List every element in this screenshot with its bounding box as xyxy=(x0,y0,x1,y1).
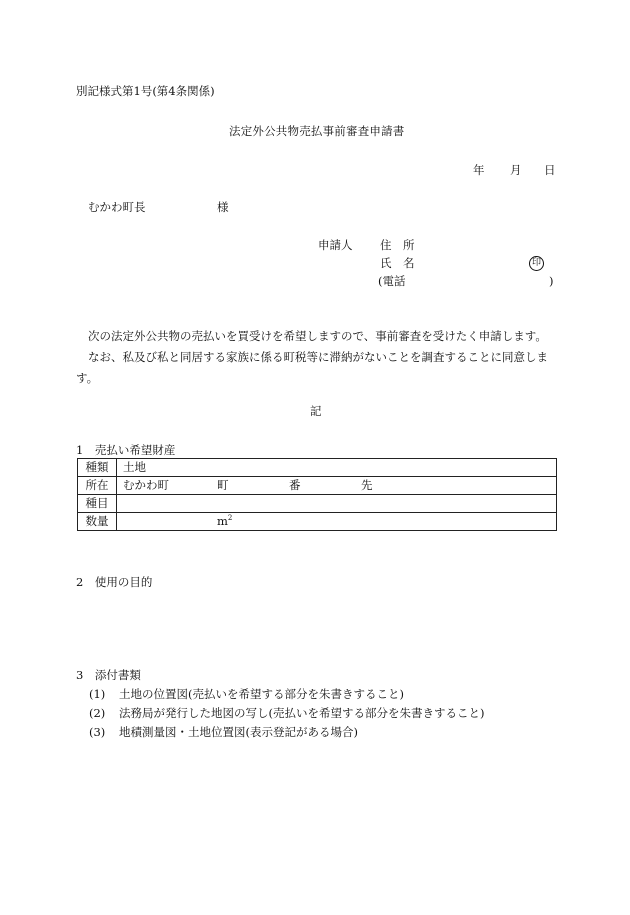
section-3-heading: 3 添付書類 xyxy=(76,668,141,682)
item-text: 法務局が発行した地図の写し(売払いを希望する部分を朱書きすること) xyxy=(119,706,485,720)
body-text xyxy=(76,326,558,389)
area-unit-superscript: 2 xyxy=(227,514,233,523)
body-paragraph-2: なお、私及び私と同居する家族に係る町税等に滞納がないことを調査することに同意します。 xyxy=(76,350,548,385)
table-row xyxy=(78,477,557,495)
row-label: 数量 xyxy=(78,513,117,531)
area-unit: m xyxy=(217,514,228,528)
date-day: 日 xyxy=(544,163,556,177)
section-1-heading: 1 売払い希望財産 xyxy=(76,443,176,457)
row-label: 種類 xyxy=(78,459,117,477)
seal-mark: 印 xyxy=(529,256,544,271)
location-saki: 先 xyxy=(361,478,373,492)
property-table xyxy=(77,458,557,531)
location-ban: 番 xyxy=(289,478,301,492)
applicant-label: 申請人 xyxy=(318,238,353,252)
table-row xyxy=(78,513,557,531)
date-month: 月 xyxy=(510,163,522,177)
row-value-quantity xyxy=(117,513,557,531)
phone-close: ) xyxy=(549,274,554,288)
row-label: 種目 xyxy=(78,495,117,513)
location-cho: 町 xyxy=(217,478,229,492)
row-value-type: 土地 xyxy=(117,459,557,477)
name-label: 氏 名 xyxy=(380,256,415,270)
ki-heading: 記 xyxy=(310,404,322,418)
addressee-name: むかわ町長 xyxy=(88,200,146,214)
item-number: (1) xyxy=(89,687,106,701)
item-number: (2) xyxy=(89,706,106,720)
row-value-location xyxy=(117,477,557,495)
form-reference: 別記様式第1号(第4条関係) xyxy=(76,84,215,98)
row-value-category xyxy=(117,495,557,513)
row-label: 所在 xyxy=(78,477,117,495)
section-2-heading: 2 使用の目的 xyxy=(76,575,153,589)
document-title: 法定外公共物売払事前審査申請書 xyxy=(229,124,405,138)
date-year: 年 xyxy=(473,163,485,177)
location-town: むかわ町 xyxy=(123,478,169,492)
table-row xyxy=(78,495,557,513)
addressee-honorific: 様 xyxy=(217,200,229,214)
item-text: 土地の位置図(売払いを希望する部分を朱書きすること) xyxy=(119,687,404,701)
body-paragraph-1: 次の法定外公共物の売払いを買受けを希望しますので、事前審査を受けたく申請します。 xyxy=(88,329,547,343)
address-label: 住 所 xyxy=(380,238,415,252)
phone-open: (電話 xyxy=(378,274,406,288)
item-text: 地積測量図・土地位置図(表示登記がある場合) xyxy=(119,725,358,739)
item-number: (3) xyxy=(89,725,106,739)
table-row xyxy=(78,459,557,477)
